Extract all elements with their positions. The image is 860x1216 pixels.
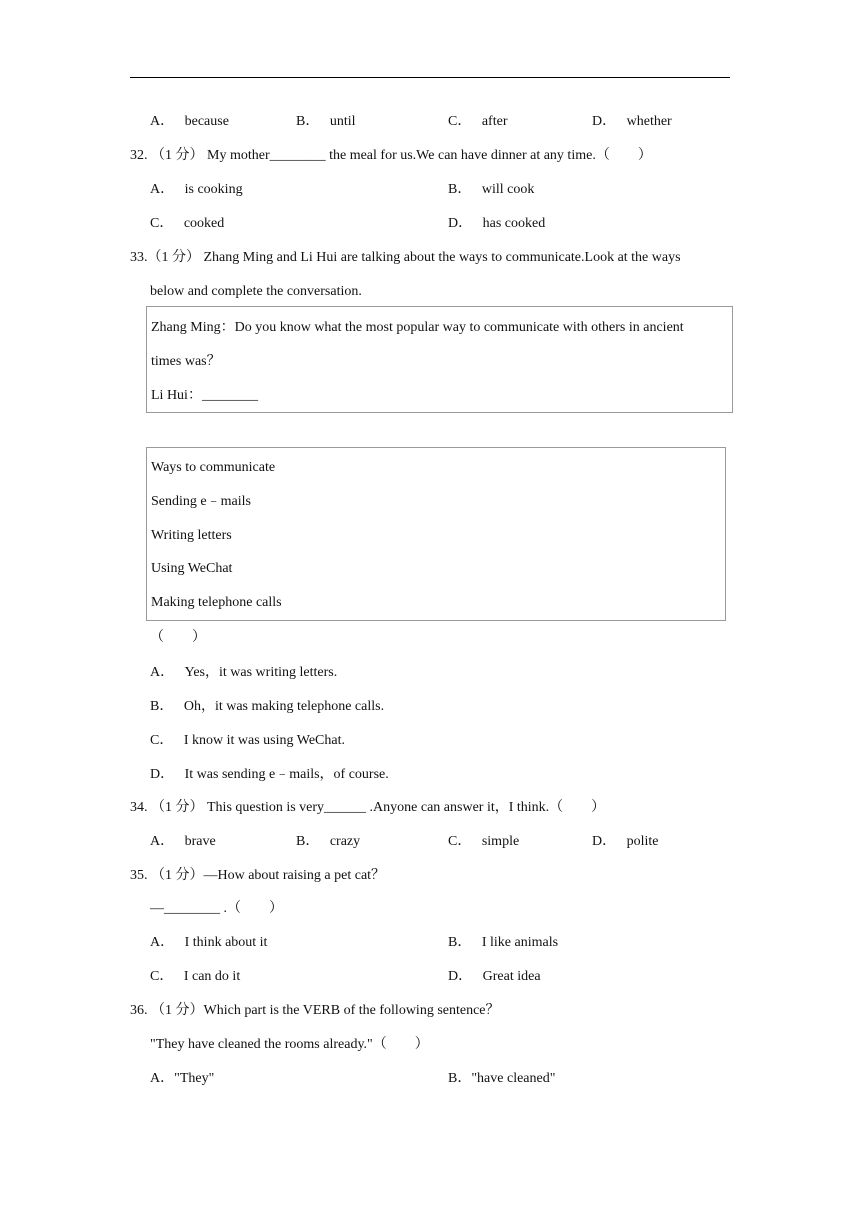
option-d[interactable]: D． has cooked	[448, 216, 546, 231]
question-stem-continued: —________ .（ ）	[150, 901, 283, 916]
question-stem: 32. （1 分） My mother________ the meal for us.We can have dinner at any time.（ ）	[130, 148, 652, 163]
question-stem: 36. （1 分）Which part is the VERB of the following sentence？	[130, 1003, 500, 1018]
option-a[interactable]: A． Yes，it was writing letters.	[150, 665, 338, 680]
option-d[interactable]: D． It was sending e﹣mails，of course.	[150, 767, 389, 782]
option-b[interactable]: B． Oh，it was making telephone calls.	[150, 699, 385, 714]
option-a[interactable]: A．"They"	[150, 1071, 215, 1086]
question-stem: 35. （1 分）—How about raising a pet cat？	[130, 868, 386, 883]
ways-heading: Ways to communicate	[151, 460, 276, 475]
ways-item: Using WeChat	[151, 561, 233, 576]
question-stem: 33.（1 分） Zhang Ming and Li Hui are talking about the ways to communicate.Look at the ways	[130, 250, 681, 265]
dialog-line: Zhang Ming：Do you know what the most popular way to communicate with others in ancient	[151, 320, 684, 335]
option-b[interactable]: B． I like animals	[448, 935, 559, 950]
option-c[interactable]: C． cooked	[150, 216, 225, 231]
option-c[interactable]: C． after	[448, 114, 508, 129]
ways-item: Writing letters	[151, 528, 232, 543]
answer-bracket: （ ）	[150, 630, 206, 645]
option-b[interactable]: B． until	[296, 114, 356, 129]
option-c[interactable]: C． I know it was using WeChat.	[150, 733, 346, 748]
option-b[interactable]: B．"have cleaned"	[448, 1071, 556, 1086]
header-rule	[130, 77, 730, 78]
ways-item: Making telephone calls	[151, 595, 282, 610]
question-stem-continued: below and complete the conversation.	[150, 284, 362, 299]
option-c[interactable]: C． simple	[448, 834, 520, 849]
dialog-line: times was？	[151, 354, 221, 369]
option-b[interactable]: B． will cook	[448, 182, 535, 197]
dialog-line: Li Hui：________	[151, 388, 258, 403]
option-d[interactable]: D． polite	[592, 834, 659, 849]
option-a[interactable]: A． I think about it	[150, 935, 268, 950]
option-d[interactable]: D． Great idea	[448, 969, 541, 984]
question-stem: 34. （1 分） This question is very______ .Anyone can answer it，I think.（ ）	[130, 800, 606, 815]
option-b[interactable]: B． crazy	[296, 834, 361, 849]
option-c[interactable]: C． I can do it	[150, 969, 241, 984]
option-a[interactable]: A． is cooking	[150, 182, 243, 197]
ways-item: Sending e﹣mails	[151, 494, 251, 509]
option-d[interactable]: D． whether	[592, 114, 672, 129]
option-a[interactable]: A． because	[150, 114, 229, 129]
option-a[interactable]: A． brave	[150, 834, 216, 849]
question-stem-continued: "They have cleaned the rooms already."（ ）	[150, 1037, 429, 1052]
